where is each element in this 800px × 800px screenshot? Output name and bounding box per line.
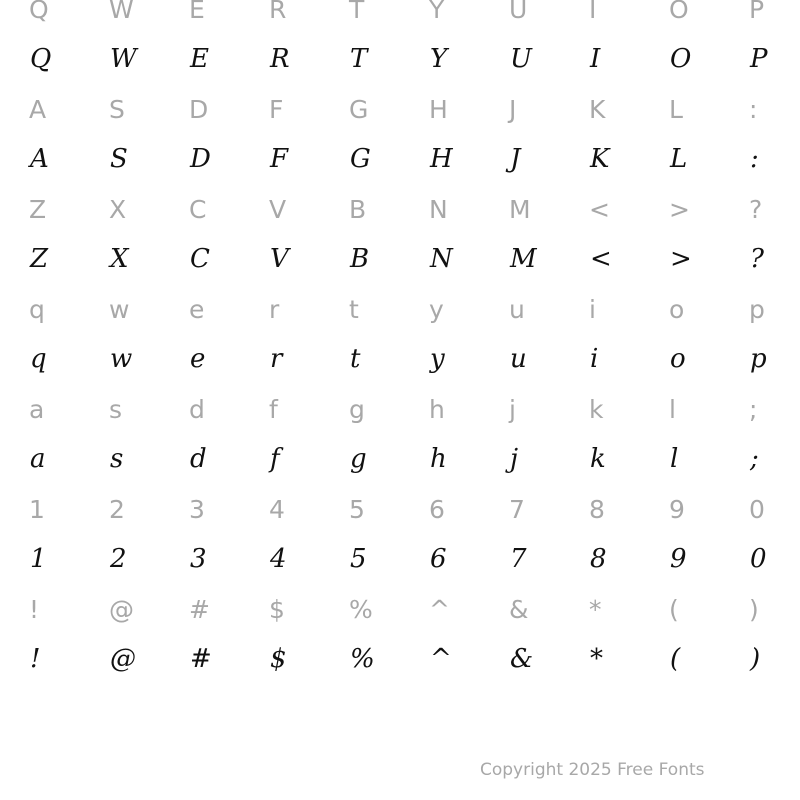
sample-glyph: X [110, 244, 129, 274]
sample-glyph: $ [270, 644, 287, 674]
reference-glyph: i [589, 294, 596, 324]
sample-glyph: S [110, 144, 128, 174]
reference-glyph: 1 [29, 494, 45, 524]
sample-glyph: : [750, 144, 759, 174]
sample-glyph-row [0, 534, 800, 584]
reference-glyph: d [189, 394, 205, 424]
reference-glyph: Q [29, 0, 49, 24]
reference-glyph: B [349, 194, 367, 224]
reference-glyph: k [589, 394, 604, 424]
sample-glyph: P [750, 44, 768, 74]
sample-glyph: T [350, 44, 368, 74]
reference-glyph: y [429, 294, 444, 324]
reference-glyph: ( [669, 594, 679, 624]
reference-glyph: X [109, 194, 127, 224]
sample-glyph: 2 [110, 544, 127, 574]
reference-glyph-row [0, 384, 800, 434]
reference-glyph: : [749, 94, 758, 124]
copyright-text: Copyright 2025 Free Fonts [480, 760, 705, 780]
reference-glyph: T [349, 0, 365, 24]
sample-glyph: s [110, 444, 124, 474]
sample-glyph: & [510, 644, 534, 674]
reference-glyph: O [669, 0, 689, 24]
reference-glyph: @ [109, 594, 134, 624]
sample-glyph: u [510, 344, 527, 374]
reference-glyph: D [189, 94, 209, 124]
reference-glyph: ? [749, 194, 763, 224]
sample-glyph: W [110, 44, 137, 74]
sample-glyph: U [510, 44, 532, 74]
sample-glyph: M [510, 244, 537, 274]
reference-glyph: p [749, 294, 765, 324]
sample-glyph-row [0, 234, 800, 284]
sample-glyph: > [670, 244, 692, 274]
sample-glyph: j [510, 444, 519, 474]
sample-glyph: 5 [350, 544, 367, 574]
sample-glyph: N [430, 244, 453, 274]
sample-glyph: L [670, 144, 688, 174]
sample-glyph: i [590, 344, 599, 374]
sample-glyph-row [0, 34, 800, 84]
reference-glyph: I [589, 0, 597, 24]
reference-glyph: 5 [349, 494, 365, 524]
reference-glyph: 2 [109, 494, 125, 524]
sample-glyph: 4 [270, 544, 287, 574]
reference-glyph-row [0, 584, 800, 634]
reference-glyph: ) [749, 594, 759, 624]
reference-glyph: P [749, 0, 765, 24]
sample-glyph: 3 [190, 544, 207, 574]
reference-glyph: K [589, 94, 606, 124]
sample-glyph: g [350, 444, 367, 474]
reference-glyph: 6 [429, 494, 445, 524]
sample-glyph: Z [30, 244, 49, 274]
sample-glyph: k [590, 444, 606, 474]
reference-glyph-row [0, 84, 800, 134]
reference-glyph: < [589, 194, 610, 224]
sample-glyph: t [350, 344, 361, 374]
reference-glyph: $ [269, 594, 285, 624]
reference-glyph: 8 [589, 494, 605, 524]
sample-glyph: G [350, 144, 371, 174]
sample-glyph: # [190, 644, 212, 674]
reference-glyph: e [189, 294, 205, 324]
sample-glyph: f [270, 444, 280, 474]
reference-glyph: # [189, 594, 210, 624]
sample-glyph: D [190, 144, 211, 174]
reference-glyph: 4 [269, 494, 285, 524]
reference-glyph: C [189, 194, 207, 224]
reference-glyph: u [509, 294, 525, 324]
sample-glyph: O [670, 44, 692, 74]
reference-glyph: E [189, 0, 205, 24]
sample-glyph: K [590, 144, 610, 174]
sample-glyph: B [350, 244, 370, 274]
reference-glyph: r [269, 294, 280, 324]
sample-glyph: ! [30, 644, 41, 674]
reference-glyph: w [109, 294, 130, 324]
sample-glyph: E [190, 44, 209, 74]
sample-glyph: < [590, 244, 612, 274]
sample-glyph: e [190, 344, 206, 374]
sample-glyph: 8 [590, 544, 607, 574]
sample-glyph: d [190, 444, 207, 474]
sample-glyph: ) [750, 644, 761, 674]
sample-glyph: a [30, 444, 46, 474]
reference-glyph: N [429, 194, 448, 224]
reference-glyph: 3 [189, 494, 205, 524]
sample-glyph: y [430, 344, 445, 374]
sample-glyph: F [270, 144, 289, 174]
sample-glyph-row [0, 634, 800, 684]
reference-glyph: R [269, 0, 287, 24]
reference-glyph: % [349, 594, 373, 624]
reference-glyph: a [29, 394, 45, 424]
sample-glyph: @ [110, 644, 136, 674]
sample-glyph: A [30, 144, 49, 174]
reference-glyph: M [509, 194, 531, 224]
sample-glyph: 0 [750, 544, 767, 574]
sample-glyph: J [510, 144, 521, 174]
sample-glyph: 6 [430, 544, 447, 574]
sample-glyph: o [670, 344, 686, 374]
reference-glyph: g [349, 394, 365, 424]
reference-glyph: ; [749, 394, 758, 424]
reference-glyph: Z [29, 194, 47, 224]
sample-glyph: * [590, 644, 603, 674]
sample-glyph: Y [430, 44, 448, 74]
reference-glyph: 9 [669, 494, 685, 524]
reference-glyph-row [0, 284, 800, 334]
reference-glyph: j [509, 394, 516, 424]
reference-glyph: o [669, 294, 685, 324]
sample-glyph: ; [750, 444, 759, 474]
reference-glyph: L [669, 94, 683, 124]
reference-glyph: h [429, 394, 445, 424]
reference-glyph: G [349, 94, 369, 124]
reference-glyph: t [349, 294, 359, 324]
sample-glyph: h [430, 444, 447, 474]
reference-glyph: s [109, 394, 123, 424]
sample-glyph: Q [30, 44, 52, 74]
sample-glyph: ^ [430, 644, 452, 674]
reference-glyph: q [29, 294, 45, 324]
reference-glyph: & [509, 594, 529, 624]
reference-glyph: 0 [749, 494, 765, 524]
reference-glyph: F [269, 94, 284, 124]
reference-glyph: ^ [429, 594, 450, 624]
reference-glyph: V [269, 194, 287, 224]
sample-glyph: H [430, 144, 453, 174]
sample-glyph-row [0, 134, 800, 184]
reference-glyph: A [29, 94, 47, 124]
reference-glyph: S [109, 94, 125, 124]
reference-glyph: U [509, 0, 528, 24]
sample-glyph: l [670, 444, 679, 474]
sample-glyph-row [0, 334, 800, 384]
sample-glyph: C [190, 244, 210, 274]
reference-glyph-row [0, 484, 800, 534]
sample-glyph: ( [670, 644, 681, 674]
reference-glyph-row [0, 0, 800, 34]
reference-glyph: > [669, 194, 690, 224]
reference-glyph: Y [429, 0, 445, 24]
reference-glyph: W [109, 0, 134, 24]
reference-glyph-row [0, 184, 800, 234]
sample-glyph: R [270, 44, 290, 74]
reference-glyph: ! [29, 594, 40, 624]
reference-glyph: f [269, 394, 278, 424]
reference-glyph: l [669, 394, 676, 424]
sample-glyph: ? [750, 244, 764, 274]
reference-glyph: 7 [509, 494, 525, 524]
sample-glyph: w [110, 344, 133, 374]
sample-glyph: r [270, 344, 283, 374]
sample-glyph: 7 [510, 544, 527, 574]
sample-glyph: q [30, 344, 47, 374]
sample-glyph: 1 [30, 544, 47, 574]
reference-glyph: J [509, 94, 517, 124]
sample-glyph: I [590, 44, 601, 74]
sample-glyph: % [350, 644, 375, 674]
reference-glyph: H [429, 94, 448, 124]
sample-glyph-row [0, 434, 800, 484]
sample-glyph: V [270, 244, 289, 274]
sample-glyph: 9 [670, 544, 687, 574]
sample-glyph: p [750, 344, 767, 374]
reference-glyph: * [589, 594, 602, 624]
